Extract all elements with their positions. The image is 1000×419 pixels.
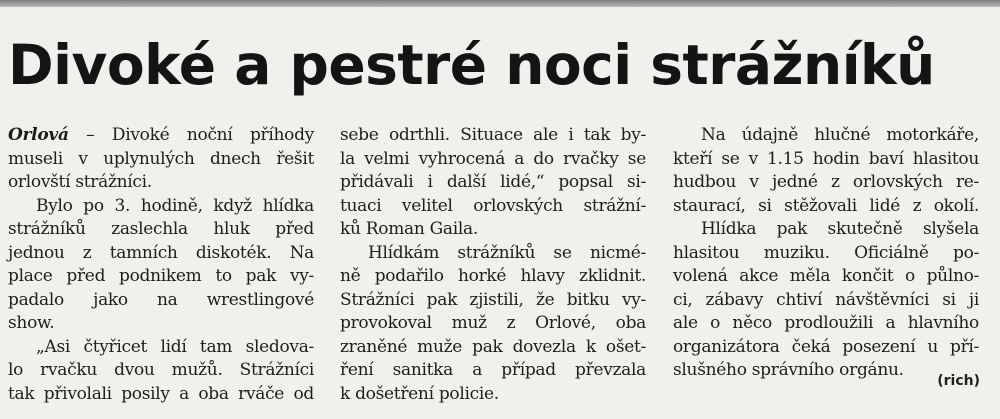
- headline: Divoké a pestré noci strážníků: [8, 33, 935, 97]
- article-line: Hlídka pak skutečně slyšela: [701, 219, 979, 239]
- article-line: provokoval muž z Orlové, oba: [340, 313, 646, 333]
- article-line: show.: [8, 313, 55, 333]
- article-line: ků Roman Gaila.: [340, 219, 478, 239]
- article-line: place před podnikem to pak vy-: [8, 266, 314, 286]
- article-line: zraněné muže pak dovezla k ošet-: [340, 336, 646, 357]
- article-line: přidávali i další lidé,“ popsal si-: [340, 172, 646, 192]
- article-line: orlovští strážníci.: [8, 172, 152, 192]
- article-line: kteří se v 1.15 hodin baví hlasitou: [673, 148, 979, 169]
- article-line: ale o něco prodloužili a hlavního: [673, 313, 979, 333]
- article-line: Hlídkám strážníků se nicmé-: [368, 242, 646, 263]
- article-line: [8, 124, 314, 148]
- article-line: Na údajně hlučné motorkáře,: [701, 125, 979, 145]
- article-line: hudbou v jedné z orlovských re-: [673, 172, 979, 192]
- article-line: lo rvačku dvou mužů. Strážníci: [8, 360, 314, 380]
- article-line: ření sanitka a případ převzala: [340, 360, 646, 380]
- article-line: organizátora čeká posezení u pří-: [673, 336, 979, 357]
- article-line: staurací, si stěžovali lidé z okolí.: [673, 195, 979, 216]
- article-line: la velmi vyhrocená a do rvačky se: [340, 148, 646, 169]
- article-line: k došetření policie.: [340, 383, 499, 404]
- article-line: museli v uplynulých dnech řešit: [8, 148, 314, 169]
- article-line: slušného správního orgánu.: [673, 360, 904, 380]
- column-2: [340, 124, 646, 406]
- article-line: Bylo po 3. hodině, když hlídka: [36, 195, 314, 216]
- top-rule: [0, 0, 1000, 7]
- article-line: jednou z tamních diskoték. Na: [8, 242, 314, 263]
- line-text: – Divoké noční příhody: [86, 125, 314, 145]
- column-3: [673, 124, 979, 383]
- article-line: tuaci velitel orlovských strážní-: [340, 195, 646, 216]
- article-line: ci, zábavy chtiví návštěvníci si ji: [673, 289, 979, 310]
- article-line: padalo jako na wrestlingové: [8, 289, 314, 310]
- article-line: ně podařilo horké hlavy zklidnit.: [340, 266, 646, 286]
- column-1: [8, 124, 314, 406]
- article-line: Strážníci pak zjistili, že bitku vy-: [340, 289, 646, 310]
- article-line: tak přivolali posily a oba rváče od: [8, 383, 314, 404]
- article-line: hlasitou muziku. Oficiálně po-: [673, 242, 979, 263]
- article-line: strážníků zaslechla hluk před: [8, 219, 314, 239]
- author-byline: (rich): [937, 373, 980, 389]
- place-label: Orlová: [8, 125, 69, 145]
- article-line: „Asi čtyřicet lidí tam sledova-: [36, 336, 314, 357]
- article-line: sebe odrthli. Situace ale i tak by-: [340, 125, 646, 145]
- article-line: volená akce měla končit o půlno-: [673, 266, 979, 286]
